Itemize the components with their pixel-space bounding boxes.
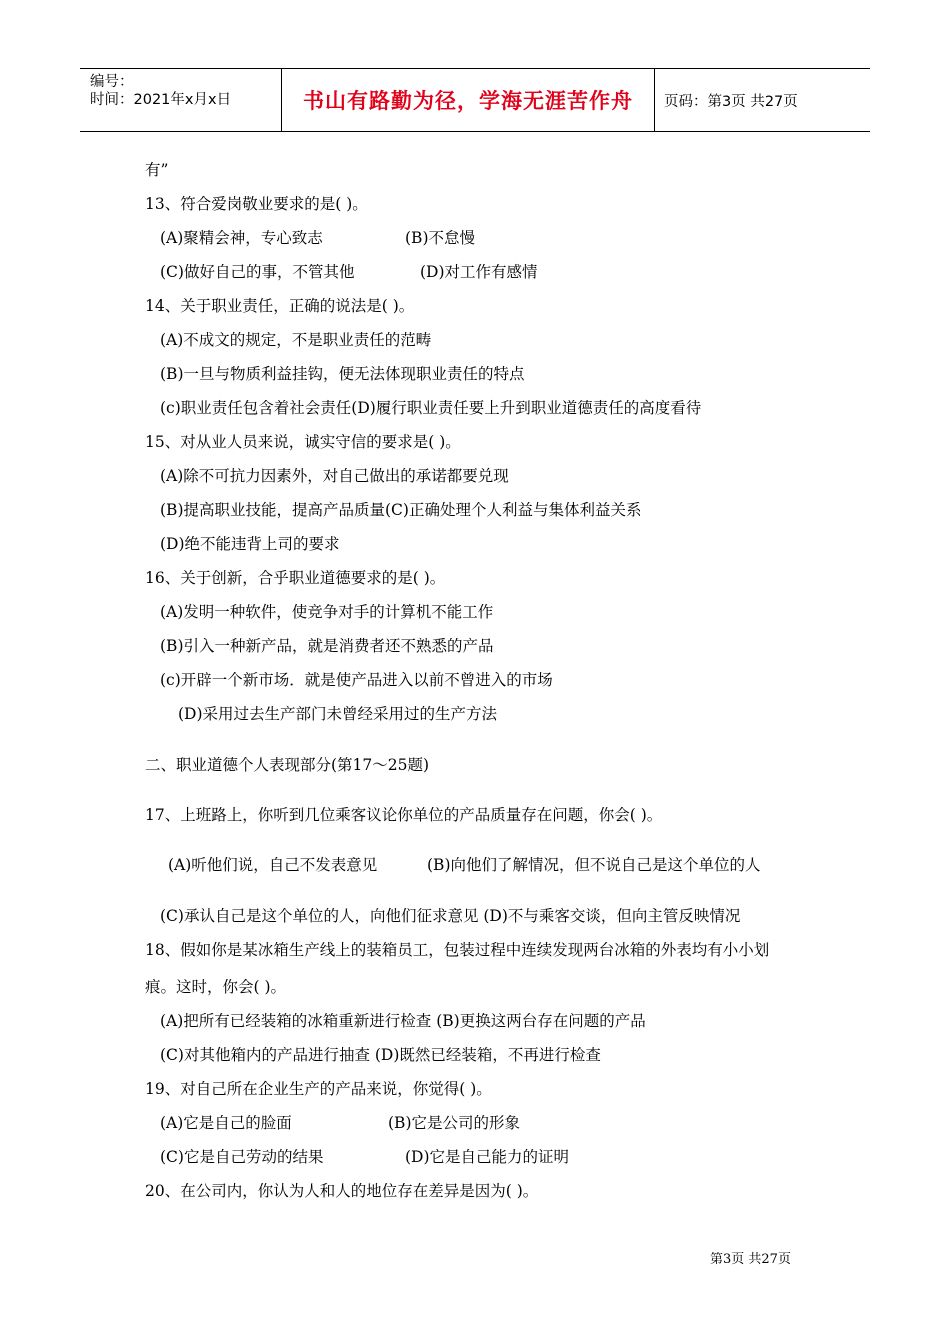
- option-19a: (A)它是自己的脸面: [160, 1114, 292, 1132]
- header-divider: [654, 69, 655, 131]
- page-footer: 第3页 共27页: [710, 1252, 791, 1267]
- header-left: [90, 73, 231, 109]
- option-14cd: (c)职业责任包含着社会责任(D)履行职业责任要上升到职业道德责任的高度看待: [160, 399, 702, 417]
- section-heading: 二、职业道德个人表现部分(第17～25题): [145, 756, 430, 774]
- option-14a: (A)不成文的规定，不是职业责任的范畴: [160, 331, 432, 349]
- option-19b: (B)它是公司的形象: [388, 1114, 520, 1132]
- option-15d: (D)绝不能违背上司的要求: [160, 535, 340, 553]
- question-17: 17、上班路上，你听到几位乘客议论你单位的产品质量存在问题，你会( )。: [145, 806, 663, 824]
- option-19d: (D)它是自己能力的证明: [405, 1148, 570, 1166]
- option-17a: (A)听他们说，自己不发表意见: [168, 856, 378, 874]
- question-18-cont: 痕。这时，你会( )。: [145, 978, 287, 996]
- option-13b: (B)不怠慢: [405, 229, 475, 247]
- question-19: 19、对自己所在企业生产的产品来说，你觉得( )。: [145, 1080, 492, 1098]
- option-13d: (D)对工作有感情: [420, 263, 538, 281]
- question-16: 16、关于创新，合乎职业道德要求的是( )。: [145, 569, 446, 587]
- option-18ab: (A)把所有已经装箱的冰箱重新进行检查 (B)更换这两台存在问题的产品: [160, 1012, 646, 1030]
- option-14b: (B)一旦与物质利益挂钩，便无法体现职业责任的特点: [160, 365, 525, 383]
- option-13c: (C)做好自己的事，不管其他: [160, 263, 355, 281]
- question-20: 20、在公司内，你认为人和人的地位存在差异是因为( )。: [145, 1182, 539, 1200]
- option-17cd: (C)承认自己是这个单位的人，向他们征求意见 (D)不与乘客交谈，但向主管反映情况: [160, 907, 741, 925]
- option-16c: (c)开辟一个新市场．就是使产品进入以前不曾进入的市场: [160, 671, 553, 689]
- option-16a: (A)发明一种软件，使竞争对手的计算机不能工作: [160, 603, 494, 621]
- page-header: [80, 68, 870, 132]
- option-15bc: (B)提高职业技能，提高产品质量(C)正确处理个人利益与集体利益关系: [160, 501, 642, 519]
- header-page-label: 页码：第3页 共27页: [664, 93, 798, 110]
- option-15a: (A)除不可抗力因素外，对自己做出的承诺都要兑现: [160, 467, 509, 485]
- question-15: 15、对从业人员来说，诚实守信的要求是( )。: [145, 433, 461, 451]
- question-14: 14、关于职业责任，正确的说法是( )。: [145, 297, 415, 315]
- option-13a: (A)聚精会神，专心致志: [160, 229, 323, 247]
- header-motto: 书山有路勤为径，学海无涯苦作舟: [303, 89, 633, 113]
- question-13: 13、符合爱岗敬业要求的是( )。: [145, 195, 368, 213]
- number-label: 编号：: [90, 74, 134, 90]
- option-17b: (B)向他们了解情况，但不说自己是这个单位的人: [427, 856, 761, 874]
- time-label: 时间：2021年x月x日: [90, 92, 232, 108]
- text-line: 有”: [145, 161, 169, 179]
- option-16b: (B)引入一种新产品，就是消费者还不熟悉的产品: [160, 637, 494, 655]
- question-18: 18、假如你是某冰箱生产线上的装箱员工，包装过程中连续发现两台冰箱的外表均有小小划: [145, 941, 770, 959]
- option-18cd: (C)对其他箱内的产品进行抽查 (D)既然已经装箱，不再进行检查: [160, 1046, 601, 1064]
- option-19c: (C)它是自己劳动的结果: [160, 1148, 324, 1166]
- option-16d: (D)采用过去生产部门未曾经采用过的生产方法: [178, 705, 498, 723]
